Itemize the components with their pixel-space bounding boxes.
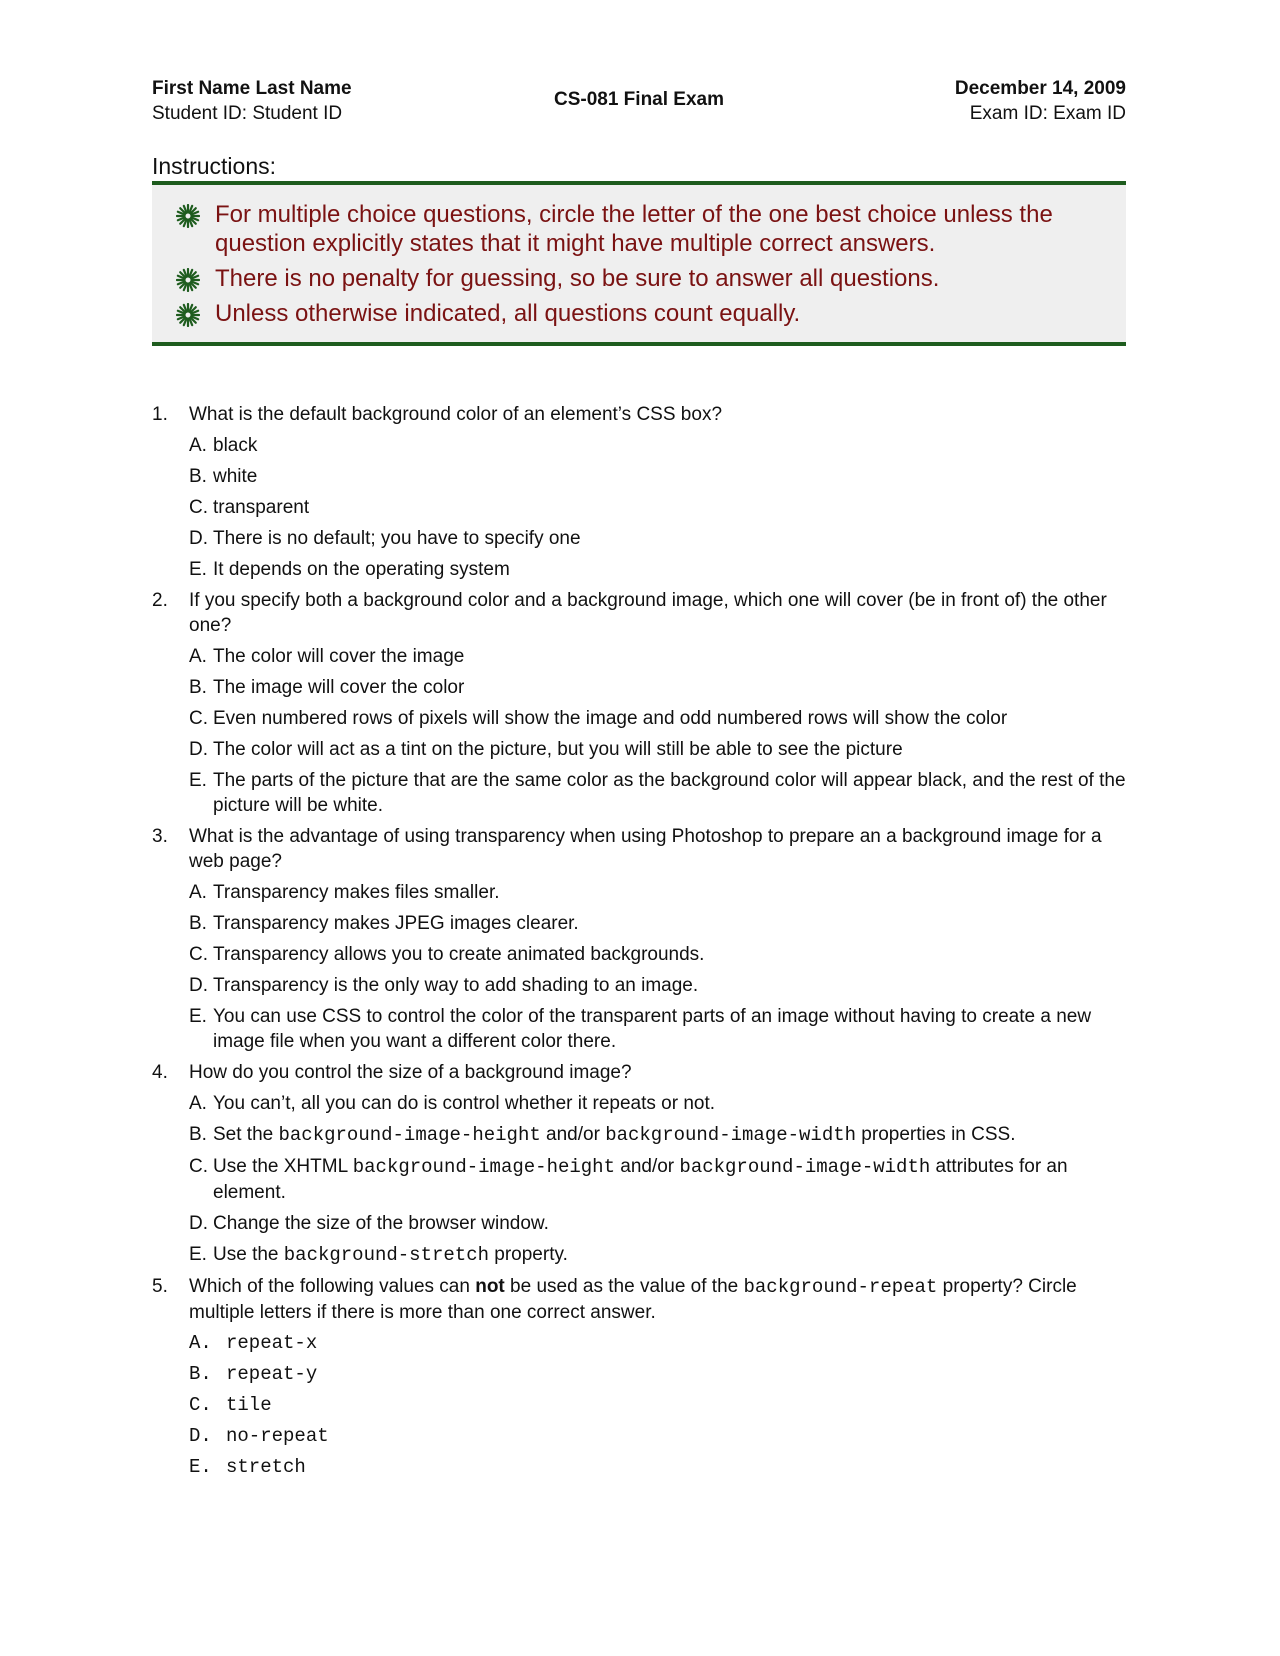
choice-text: black <box>213 435 258 456</box>
choice-letter: C. <box>189 1394 212 1416</box>
answer-choice[interactable] <box>189 942 1126 967</box>
choice-text: Transparency makes JPEG images clearer. <box>213 913 579 934</box>
answer-choice[interactable] <box>189 880 1126 905</box>
choice-letter: B. <box>189 1124 207 1145</box>
question-1 <box>152 402 1126 582</box>
starburst-bullet-icon <box>176 204 200 228</box>
exam-date: December 14, 2009 <box>954 78 1126 99</box>
css-property-code: background-stretch <box>283 1244 489 1266</box>
choice-letter: B. <box>189 466 207 487</box>
choice-letter: D. <box>189 739 208 760</box>
question-4 <box>152 1060 1126 1268</box>
choice-text: The image will cover the color <box>213 677 465 698</box>
question-3 <box>152 824 1126 1054</box>
answer-choice[interactable] <box>189 1211 1126 1236</box>
choice-text: Transparency is the only way to add shading to an image. <box>213 975 699 996</box>
emphasis-not: not <box>475 1276 505 1297</box>
instruction-item <box>176 299 1098 328</box>
answer-choice[interactable] <box>189 433 1126 458</box>
answer-choices <box>189 1331 1126 1480</box>
answer-choices <box>189 433 1126 582</box>
choice-letter: A. <box>189 435 207 456</box>
choice-letter: B. <box>189 677 207 698</box>
choice-letter: D. <box>189 528 208 549</box>
answer-choice[interactable] <box>189 675 1126 700</box>
instructions-heading: Instructions: <box>152 153 276 179</box>
question-text: What is the default background color of an element’s CSS box? <box>189 404 723 425</box>
choice-letter: D. <box>189 1425 212 1447</box>
answer-choice[interactable] <box>189 1154 1126 1205</box>
choice-text: stretch <box>226 1456 306 1478</box>
answer-choice[interactable] <box>189 1424 1126 1449</box>
exam-id: Exam ID: Exam ID <box>969 103 1126 124</box>
choice-text: Transparency allows you to create animated backgrounds. <box>213 944 705 965</box>
instructions-list <box>152 185 1126 328</box>
choice-text: There is no default; you have to specify one <box>213 528 581 549</box>
question-number: 5. <box>152 1276 168 1297</box>
answer-choice[interactable] <box>189 644 1126 669</box>
exam-title: CS-081 Final Exam <box>553 89 725 110</box>
answer-choice[interactable] <box>189 973 1126 998</box>
question-text: If you specify both a background color and a background image, which one will cover (be in front of) the other one? <box>189 590 1107 636</box>
choice-text: repeat-y <box>226 1363 318 1385</box>
choice-text: repeat-x <box>226 1332 318 1354</box>
question-text <box>189 1274 1126 1325</box>
choice-letter: D. <box>189 1213 208 1234</box>
choice-letter: E. <box>189 770 207 791</box>
student-name: First Name Last Name <box>152 78 352 99</box>
question-number: 3. <box>152 826 168 847</box>
choice-letter: B. <box>189 913 207 934</box>
choice-letter: C. <box>189 708 208 729</box>
answer-choice[interactable] <box>189 1122 1126 1148</box>
answer-choice[interactable] <box>189 911 1126 936</box>
css-property-code: background-repeat <box>743 1276 938 1298</box>
answer-choice[interactable] <box>189 1242 1126 1268</box>
question-list <box>152 402 1126 1480</box>
choice-text: Change the size of the browser window. <box>213 1213 549 1234</box>
choice-letter: E. <box>189 1456 212 1478</box>
choice-text <box>213 1124 1016 1145</box>
css-property-code: background-image-height <box>278 1124 541 1146</box>
choice-text-part: property. <box>489 1244 568 1265</box>
choice-letter: A. <box>189 1093 207 1114</box>
page-header <box>152 76 1126 132</box>
css-property-code: background-image-height <box>352 1156 615 1178</box>
choice-text <box>213 1156 1068 1203</box>
choice-letter: E. <box>189 1006 207 1027</box>
choice-text: It depends on the operating system <box>213 559 510 580</box>
answer-choice[interactable] <box>189 495 1126 520</box>
choice-letter: E. <box>189 559 207 580</box>
student-id: Student ID: Student ID <box>152 103 343 124</box>
choice-text: Transparency makes files smaller. <box>213 882 500 903</box>
choice-text: You can’t, all you can do is control whether it repeats or not. <box>213 1093 716 1114</box>
instruction-item <box>176 264 1098 293</box>
choice-text <box>213 1244 568 1265</box>
choice-text: Even numbered rows of pixels will show the image and odd numbered rows will show the color <box>213 708 1008 729</box>
choice-text-part: Set the <box>213 1124 279 1145</box>
answer-choice[interactable] <box>189 1362 1126 1387</box>
answer-choices <box>189 880 1126 1054</box>
answer-choice[interactable] <box>189 737 1126 762</box>
answer-choice[interactable] <box>189 526 1126 551</box>
choice-text-part: attributes for an element. <box>213 1156 1068 1203</box>
question-number: 1. <box>152 404 168 425</box>
choice-letter: C. <box>189 497 208 518</box>
answer-choice[interactable] <box>189 1331 1126 1356</box>
answer-choice[interactable] <box>189 1004 1126 1054</box>
choice-text: The color will act as a tint on the picture, but you will still be able to see the picture <box>213 739 903 760</box>
instructions-box <box>152 181 1126 346</box>
choice-text: white <box>213 466 258 487</box>
question-2 <box>152 588 1126 818</box>
starburst-bullet-icon <box>176 303 200 327</box>
choice-letter: C. <box>189 1156 208 1177</box>
choice-text: no-repeat <box>226 1425 329 1447</box>
question-5 <box>152 1274 1126 1480</box>
choice-letter: A. <box>189 882 207 903</box>
instruction-text: Unless otherwise indicated, all questions count equally. <box>215 300 801 327</box>
choice-text: You can use CSS to control the color of the transparent parts of an image without having to create a new image file when you want a different color there. <box>213 1006 1092 1052</box>
choice-text: The parts of the picture that are the same color as the background color will appear black, and the rest of the picture will be white. <box>213 770 1126 816</box>
choice-letter: A. <box>189 1332 212 1354</box>
question-text-part: property? Circle multiple letters if there is more than one correct answer. <box>189 1276 1077 1323</box>
choice-letter: C. <box>189 944 208 965</box>
instruction-text: For multiple choice questions, circle the letter of the one best choice unless the question explicitly states that it might have multiple correct answers. <box>215 201 1053 257</box>
choice-text-part: properties in CSS. <box>856 1124 1016 1145</box>
exam-info <box>955 76 1126 126</box>
question-text: How do you control the size of a background image? <box>189 1062 632 1083</box>
answer-choice[interactable] <box>189 706 1126 731</box>
choice-text-part: Use the XHTML <box>213 1156 353 1177</box>
answer-choice[interactable] <box>189 1455 1126 1480</box>
answer-choice[interactable] <box>189 768 1126 818</box>
question-text-part: be used as the value of the <box>504 1276 744 1297</box>
answer-choice[interactable] <box>189 1393 1126 1418</box>
choice-text: tile <box>226 1394 272 1416</box>
instruction-text: There is no penalty for guessing, so be sure to answer all questions. <box>215 265 940 292</box>
choice-text-part: and/or <box>540 1124 606 1145</box>
choice-text-part: Use the <box>213 1244 284 1265</box>
question-number: 2. <box>152 590 168 611</box>
question-text-part: Which of the following values can <box>189 1276 476 1297</box>
css-property-code: background-image-width <box>679 1156 931 1178</box>
answer-choice[interactable] <box>189 464 1126 489</box>
choice-text: The color will cover the image <box>213 646 465 667</box>
starburst-bullet-icon <box>176 268 200 292</box>
choice-letter: D. <box>189 975 208 996</box>
question-text: What is the advantage of using transparency when using Photoshop to prepare an a background image for a web page? <box>189 826 1102 872</box>
instruction-item <box>176 200 1098 258</box>
choice-text: transparent <box>213 497 310 518</box>
choice-text-part: and/or <box>614 1156 680 1177</box>
question-number: 4. <box>152 1062 168 1083</box>
answer-choices <box>189 1091 1126 1268</box>
css-property-code: background-image-width <box>605 1124 857 1146</box>
answer-choice[interactable] <box>189 557 1126 582</box>
choice-letter: E. <box>189 1244 207 1265</box>
answer-choices <box>189 644 1126 818</box>
choice-letter: B. <box>189 1363 212 1385</box>
answer-choice[interactable] <box>189 1091 1126 1116</box>
choice-letter: A. <box>189 646 207 667</box>
